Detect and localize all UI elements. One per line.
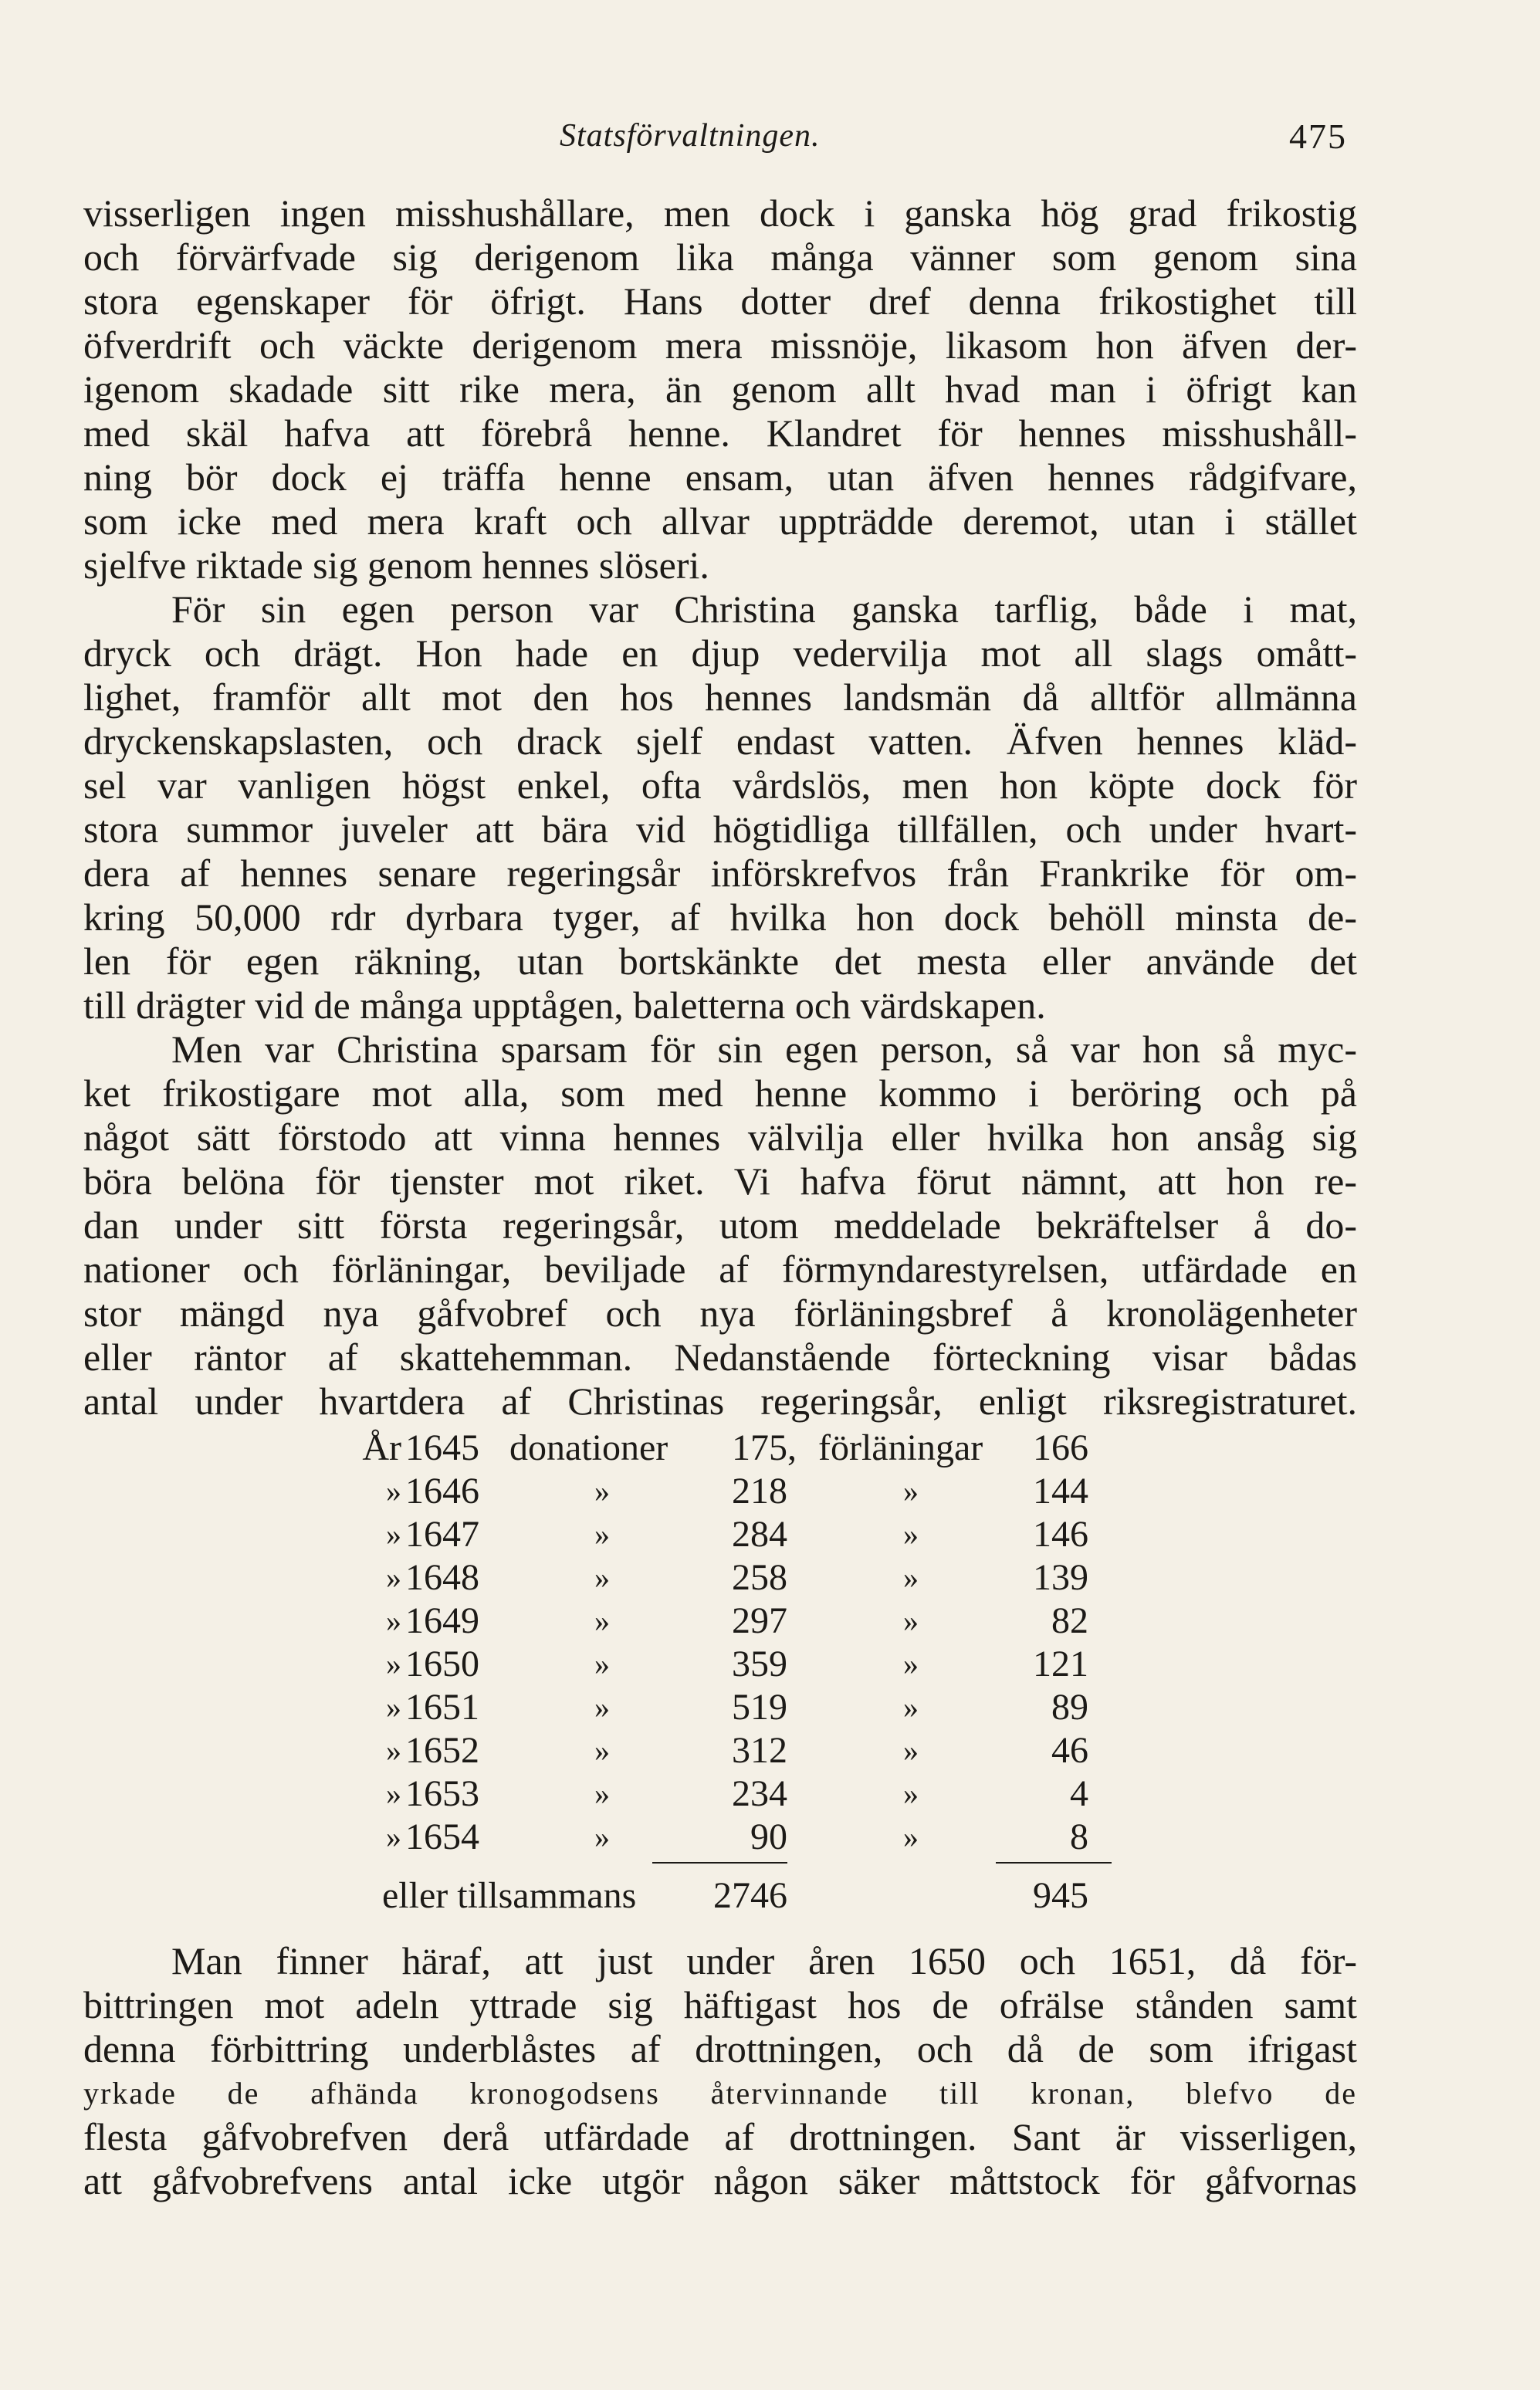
- text-line: flesta gåfvobrefven derå utfärdade af drottningen. Sant är visserligen,: [83, 2115, 1357, 2158]
- text-line: För sin egen person var Christina ganska tarflig, både i mat,: [171, 587, 1357, 631]
- text-line: dryckenskapslasten, och drack sjelf endast vatten. Äfven hennes kläd-: [83, 719, 1357, 763]
- row-year: 1649: [405, 1600, 479, 1641]
- row-year: 1646: [405, 1471, 479, 1512]
- donations-label: »: [594, 1647, 610, 1681]
- text-line: och förvärfvade sig derigenom lika många vänner som genom sina: [83, 235, 1357, 279]
- row-label: »: [386, 1603, 401, 1638]
- text-line: att gåfvobrefvens antal icke utgör någon säker måttstock för gåfvornas: [83, 2159, 1357, 2202]
- donations-label: »: [594, 1517, 610, 1552]
- text-line: kring 50,000 rdr dyrbara tyger, af hvilka hon dock behöll minsta de-: [83, 895, 1357, 939]
- row-year: 1652: [405, 1730, 479, 1771]
- row-label: »: [386, 1776, 401, 1811]
- text-line: med skäl hafva att förebrå henne. Klandret för hennes misshushåll-: [83, 411, 1357, 455]
- donations-value: 519: [732, 1687, 787, 1728]
- table-row: [0, 1470, 1540, 1513]
- donations-label: »: [594, 1690, 610, 1725]
- table-row: [0, 1816, 1540, 1859]
- sum-rule-donations: [652, 1862, 787, 1864]
- table-row: [0, 1686, 1540, 1729]
- forlaningar-value: 46: [1051, 1730, 1088, 1771]
- row-year: 1650: [405, 1644, 479, 1684]
- forlaningar-label: »: [903, 1776, 919, 1811]
- text-line: ning bör dock ej träffa henne ensam, utan äfven hennes rådgifvare,: [83, 455, 1357, 499]
- text-line: eller räntor af skattehemman. Nedanstående förteckning visar bådas: [83, 1335, 1357, 1379]
- donations-label: »: [594, 1776, 610, 1811]
- text-line: yrkade de afhända kronogodsens återvinnande till kronan, blefvo de: [83, 2076, 1357, 2111]
- forlaningar-label: förläningar: [818, 1427, 983, 1468]
- text-line: stora egenskaper för öfrigt. Hans dotter dref denna frikostighet till: [83, 279, 1357, 323]
- forlaningar-label: »: [903, 1560, 919, 1595]
- text-line: dan under sitt första regeringsår, utom meddelade bekräftelser å do-: [83, 1203, 1357, 1247]
- table-row: [0, 1427, 1540, 1470]
- table-row: [0, 1772, 1540, 1816]
- forlaningar-value: 82: [1051, 1600, 1088, 1641]
- row-label: »: [386, 1647, 401, 1681]
- donations-value: 359: [732, 1644, 787, 1684]
- donations-label: »: [594, 1474, 610, 1508]
- donations-value: 218: [732, 1471, 787, 1512]
- forlaningar-value: 166: [1033, 1427, 1088, 1468]
- row-label: »: [386, 1517, 401, 1552]
- total-forlaningar: 945: [1033, 1875, 1088, 1916]
- forlaningar-value: 4: [1070, 1773, 1088, 1814]
- grants-table: [0, 1427, 1540, 1982]
- donations-value: 258: [732, 1557, 787, 1598]
- row-label: »: [386, 1474, 401, 1508]
- text-line: lighet, framför allt mot den hos hennes landsmän då alltför allmänna: [83, 675, 1357, 719]
- text-line: len för egen räkning, utan bortskänkte det mesta eller använde det: [83, 939, 1357, 983]
- separator: ,: [787, 1427, 797, 1468]
- row-label: »: [386, 1820, 401, 1854]
- table-row: [0, 1513, 1540, 1556]
- text-line: till drägter vid de många upptågen, baletterna och värdskapen.: [83, 983, 1046, 1027]
- total-row: [0, 1873, 1540, 1919]
- donations-label: »: [594, 1603, 610, 1638]
- forlaningar-label: »: [903, 1820, 919, 1854]
- donations-value: 90: [750, 1816, 787, 1857]
- donations-value: 175: [732, 1427, 787, 1468]
- row-year: 1651: [405, 1687, 479, 1728]
- text-line: som icke med mera kraft och allvar uppträdde deremot, utan i stället: [83, 499, 1357, 543]
- donations-label: »: [594, 1733, 610, 1768]
- donations-label: »: [594, 1560, 610, 1595]
- text-line: sel var vanligen högst enkel, ofta vårdslös, men hon köpte dock för: [83, 763, 1357, 807]
- text-line: något sätt förstodo att vinna hennes välvilja eller hvilka hon ansåg sig: [83, 1115, 1357, 1159]
- row-year: 1647: [405, 1514, 479, 1555]
- forlaningar-label: »: [903, 1690, 919, 1725]
- text-line: antal under hvartdera af Christinas regeringsår, enligt riksregistraturet.: [83, 1379, 1357, 1423]
- text-line: visserligen ingen misshushållare, men dock i ganska hög grad frikostig: [83, 191, 1357, 235]
- text-line: dryck och drägt. Hon hade en djup vedervilja mot all slags omått-: [83, 631, 1357, 675]
- forlaningar-label: »: [903, 1647, 919, 1681]
- total-label: eller tillsammans: [382, 1875, 637, 1916]
- body-text-upper: [83, 191, 1357, 1424]
- forlaningar-value: 8: [1070, 1816, 1088, 1857]
- donations-value: 312: [732, 1730, 787, 1771]
- forlaningar-value: 139: [1033, 1557, 1088, 1598]
- forlaningar-value: 121: [1033, 1644, 1088, 1684]
- text-line: sjelfve riktade sig genom hennes slöseri.: [83, 543, 709, 587]
- text-line: öfverdrift och väckte derigenom mera missnöje, likasom hon äfven der-: [83, 323, 1357, 367]
- forlaningar-value: 144: [1033, 1471, 1088, 1512]
- body-text-lower: [83, 1939, 1357, 2203]
- text-line: stora summor juveler att bära vid högtidliga tillfällen, och under hvart-: [83, 807, 1357, 851]
- forlaningar-label: »: [903, 1603, 919, 1638]
- page-number: 475: [1289, 117, 1347, 156]
- table-row: [0, 1600, 1540, 1643]
- forlaningar-label: »: [903, 1733, 919, 1768]
- row-label: »: [386, 1690, 401, 1725]
- table-row: [0, 1729, 1540, 1772]
- row-year: 1648: [405, 1557, 479, 1598]
- donations-value: 297: [732, 1600, 787, 1641]
- text-line: stor mängd nya gåfvobref och nya förläningsbref å kronolägenheter: [83, 1291, 1357, 1335]
- donations-label: »: [594, 1820, 610, 1854]
- row-label: År: [362, 1427, 401, 1468]
- text-line: igenom skadade sitt rike mera, än genom allt hvad man i öfrigt kan: [83, 367, 1357, 411]
- donations-label: donationer: [509, 1427, 668, 1468]
- text-line: nationer och förläningar, beviljade af förmyndarestyrelsen, utfärdade en: [83, 1247, 1357, 1291]
- row-year: 1653: [405, 1773, 479, 1814]
- sum-rule-forlaningar: [996, 1862, 1112, 1864]
- total-donations: 2746: [713, 1875, 787, 1916]
- row-label: »: [386, 1560, 401, 1595]
- forlaningar-label: »: [903, 1517, 919, 1552]
- text-line: ket frikostigare mot alla, som med henne kommo i beröring och på: [83, 1071, 1357, 1115]
- text-line: bittringen mot adeln yttrade sig häftigast hos de ofrälse stånden samt: [83, 1983, 1357, 2026]
- row-year: 1654: [405, 1816, 479, 1857]
- text-line: böra belöna för tjenster mot riket. Vi hafva förut nämnt, att hon re-: [83, 1159, 1357, 1203]
- text-line: dera af hennes senare regeringsår införskrefvos från Frankrike för om-: [83, 851, 1357, 895]
- row-year: 1645: [405, 1427, 479, 1468]
- running-title: Statsförvaltningen.: [560, 118, 821, 154]
- donations-value: 284: [732, 1514, 787, 1555]
- table-row: [0, 1643, 1540, 1686]
- forlaningar-value: 89: [1051, 1687, 1088, 1728]
- text-line: denna förbittring underblåstes af drottningen, och då de som ifrigast: [83, 2027, 1357, 2070]
- text-line: Man finner häraf, att just under åren 1650 och 1651, då för-: [171, 1939, 1357, 1982]
- text-line: Men var Christina sparsam för sin egen person, så var hon så myc-: [171, 1027, 1357, 1071]
- donations-value: 234: [732, 1773, 787, 1814]
- forlaningar-label: »: [903, 1474, 919, 1508]
- forlaningar-value: 146: [1033, 1514, 1088, 1555]
- row-label: »: [386, 1733, 401, 1768]
- table-row: [0, 1556, 1540, 1600]
